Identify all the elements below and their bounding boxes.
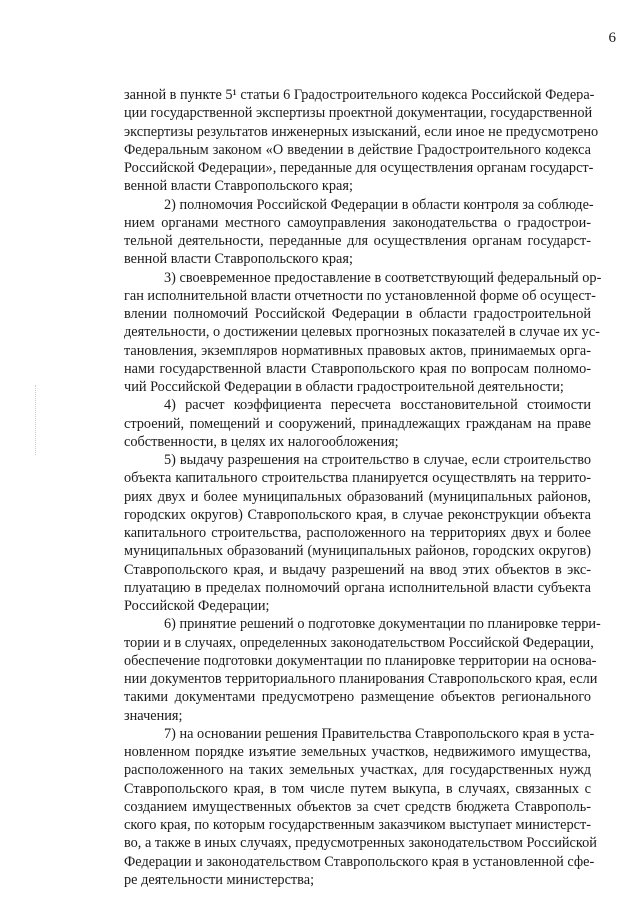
paragraph-p-7 bbox=[124, 725, 597, 889]
text-line: тельной деятельности, переданные для осуществления органам государст- bbox=[124, 233, 591, 249]
paragraph-p-3 bbox=[124, 269, 602, 397]
text-line: риях двух и более муниципальных образований (муниципальных районов, bbox=[124, 488, 591, 505]
paragraph-p-5 bbox=[124, 451, 591, 615]
text-line: Российской Федерации», переданные для осуществления органам государст- bbox=[124, 160, 594, 176]
text-line: деятельности, о достижении целевых прогнозных показателей в случае их ус- bbox=[124, 324, 600, 341]
text-line: венной власти Ставропольского края; bbox=[124, 178, 353, 195]
text-line: строений, помещений и сооружений, принадлежащих гражданам на праве bbox=[124, 415, 591, 432]
text-line: городских округов) Ставропольского края, в случае реконструкции объекта bbox=[124, 506, 591, 523]
text-line: плуатацию в пределах полномочий органа исполнительной власти субъекта bbox=[124, 579, 591, 596]
text-line: тории и в случаях, определенных законодательством Российской Федерации, bbox=[124, 634, 594, 651]
text-line: муниципальных образований (муниципальных районов, городских округов) bbox=[124, 543, 591, 560]
text-line: 6) принятие решений о подготовке документации по планировке терри- bbox=[164, 616, 601, 633]
text-line: значения; bbox=[124, 707, 183, 724]
text-line: ского края, по которым государственным заказчиком выступает министерст- bbox=[124, 817, 591, 833]
text-line: созданием имущественных объектов за счет средств бюджета Ставрополь- bbox=[124, 798, 591, 815]
text-line: 5) выдачу разрешения на строительство в случае, если строительство bbox=[164, 452, 591, 468]
text-line: венной власти Ставропольского края; bbox=[124, 251, 353, 268]
text-line: ган исполнительной власти отчетности по установленной форме об осущест- bbox=[124, 287, 596, 304]
text-line: обеспечение подготовки документации по планировке территории на основа- bbox=[124, 652, 597, 669]
text-line: такими документами предусмотрено размещение объектов регионального bbox=[124, 689, 591, 706]
text-line: 2) полномочия Российской Федерации в области контроля за соблюде- bbox=[164, 196, 594, 213]
paragraph-p-2 bbox=[124, 196, 594, 269]
text-line: нием органами местного самоуправления законодательства о градострои- bbox=[124, 214, 591, 231]
text-line: 3) своевременное предоставление в соответствующий федеральный ор- bbox=[164, 269, 602, 286]
text-line: ре деятельности министерства; bbox=[124, 871, 315, 888]
text-line: Ставропольского края, и выдачу разрешений на ввод этих объектов в экс- bbox=[124, 561, 591, 578]
text-line: Федерации и законодательством Ставропольского края в установленной сфе- bbox=[124, 853, 595, 870]
text-line: Российской Федерации; bbox=[124, 598, 270, 614]
paragraph-p-6 bbox=[124, 615, 601, 725]
text-line: объекта капитального строительства планируется осуществлять на террито- bbox=[124, 470, 591, 487]
text-line: Федеральным законом «О введении в действие Градостроительного кодекса bbox=[124, 141, 591, 158]
text-line: собственности, в целях их налогообложения; bbox=[124, 433, 399, 450]
text-line: экспертизы результатов инженерных изысканий, если иное не предусмотрено bbox=[124, 123, 599, 140]
text-line: во, а также в иных случаях, предусмотренных законодательством Российской bbox=[124, 835, 597, 852]
text-line: расположенного на таких земельных участках, для государственных нужд bbox=[124, 762, 591, 779]
page-number: 6 bbox=[608, 30, 616, 46]
text-line: тановления, экземпляров нормативных правовых актов, принимаемых орга- bbox=[124, 342, 591, 359]
margin-scan-mark bbox=[35, 385, 37, 455]
paragraph-p-intro bbox=[124, 86, 599, 196]
text-line: 7) на основании решения Правительства Ставропольского края в уста- bbox=[164, 725, 595, 742]
text-line: ции государственной экспертизы проектной документации, государственной bbox=[124, 105, 593, 122]
body-text bbox=[124, 86, 602, 889]
text-line: чий Российской Федерации в области градостроительной деятельности; bbox=[124, 379, 564, 395]
text-line: занной в пункте 5¹ статьи 6 Градостроительного кодекса Российской Федера- bbox=[124, 87, 595, 103]
text-line: влении полномочий Российской Федерации в области градостроительной bbox=[124, 306, 591, 322]
text-line: нами государственной власти Ставропольского края по вопросам полномо- bbox=[124, 360, 591, 377]
text-line: новленном порядке изъятие земельных участков, недвижимого имущества, bbox=[124, 744, 591, 760]
text-line: 4) расчет коэффициента пересчета восстановительной стоимости bbox=[164, 397, 591, 414]
text-line: Ставропольского края, в том числе путем выкупа, в случаях, связанных с bbox=[124, 780, 591, 797]
text-line: капитального строительства, расположенного на территориях двух и более bbox=[124, 525, 591, 541]
paragraph-p-4 bbox=[124, 396, 591, 451]
text-line: нии документов территориального планирования Ставропольского края, если bbox=[124, 671, 598, 687]
